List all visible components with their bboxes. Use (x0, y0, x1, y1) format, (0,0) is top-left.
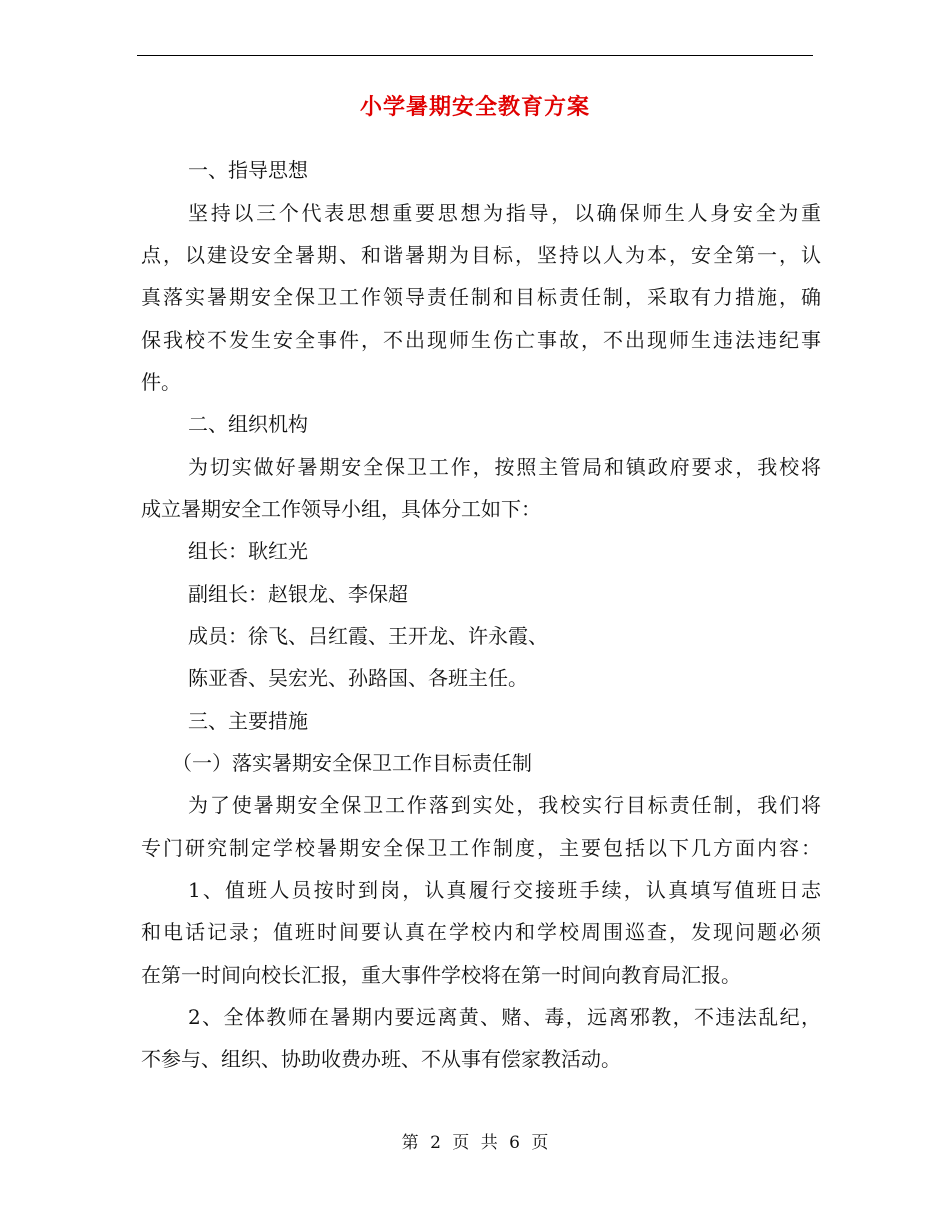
subsection-heading: （一）落实暑期安全保卫工作目标责任制 (172, 751, 532, 775)
list-item: 在第一时间向校长汇报，重大事件学校将在第一时间向教育局汇报。 (141, 963, 741, 987)
org-members: 陈亚香、吴宏光、孙路国、各班主任。 (188, 666, 528, 690)
document-title: 小学暑期安全教育方案 (359, 94, 590, 120)
paragraph-line: 真落实暑期安全保卫工作领导责任制和目标责任制，采取有力措施，确 (141, 285, 821, 309)
list-item: 1、值班人员按时到岗，认真履行交接班手续，认真填写值班日志 (188, 878, 821, 902)
paragraph-line: 件。 (141, 370, 181, 394)
section-heading-organization: 二、组织机构 (188, 412, 308, 436)
org-members: 成员：徐飞、吕红霞、王开龙、许永霞、 (188, 624, 548, 648)
page-footer: 第 2 页 共 6 页 (401, 1133, 549, 1153)
section-heading-measures: 三、主要措施 (188, 709, 308, 733)
section-heading-guiding: 一、指导思想 (188, 158, 308, 182)
header-rule (137, 55, 813, 56)
org-deputy: 副组长：赵银龙、李保超 (188, 582, 408, 606)
list-item: 不参与、组织、协助收费办班、不从事有偿家教活动。 (141, 1047, 621, 1071)
list-item: 和电话记录；值班时间要认真在学校内和学校周围巡查，发现问题必须 (141, 920, 821, 944)
paragraph-line: 保我校不发生安全事件，不出现师生伤亡事故，不出现师生违法违纪事 (141, 328, 821, 352)
paragraph-line: 为了使暑期安全保卫工作落到实处，我校实行目标责任制，我们将 (188, 793, 821, 817)
paragraph-line: 坚持以三个代表思想重要思想为指导，以确保师生人身安全为重 (188, 201, 821, 225)
org-leader: 组长：耿红光 (188, 539, 308, 563)
paragraph-line: 为切实做好暑期安全保卫工作，按照主管局和镇政府要求，我校将 (188, 455, 821, 479)
paragraph-line: 点，以建设安全暑期、和谐暑期为目标，坚持以人为本，安全第一，认 (141, 243, 821, 267)
list-item: 2、全体教师在暑期内要远离黄、赌、毒，远离邪教，不违法乱纪， (188, 1005, 821, 1029)
paragraph-line: 成立暑期安全工作领导小组，具体分工如下： (141, 497, 541, 521)
paragraph-line: 专门研究制定学校暑期安全保卫工作制度，主要包括以下几方面内容： (141, 836, 821, 860)
